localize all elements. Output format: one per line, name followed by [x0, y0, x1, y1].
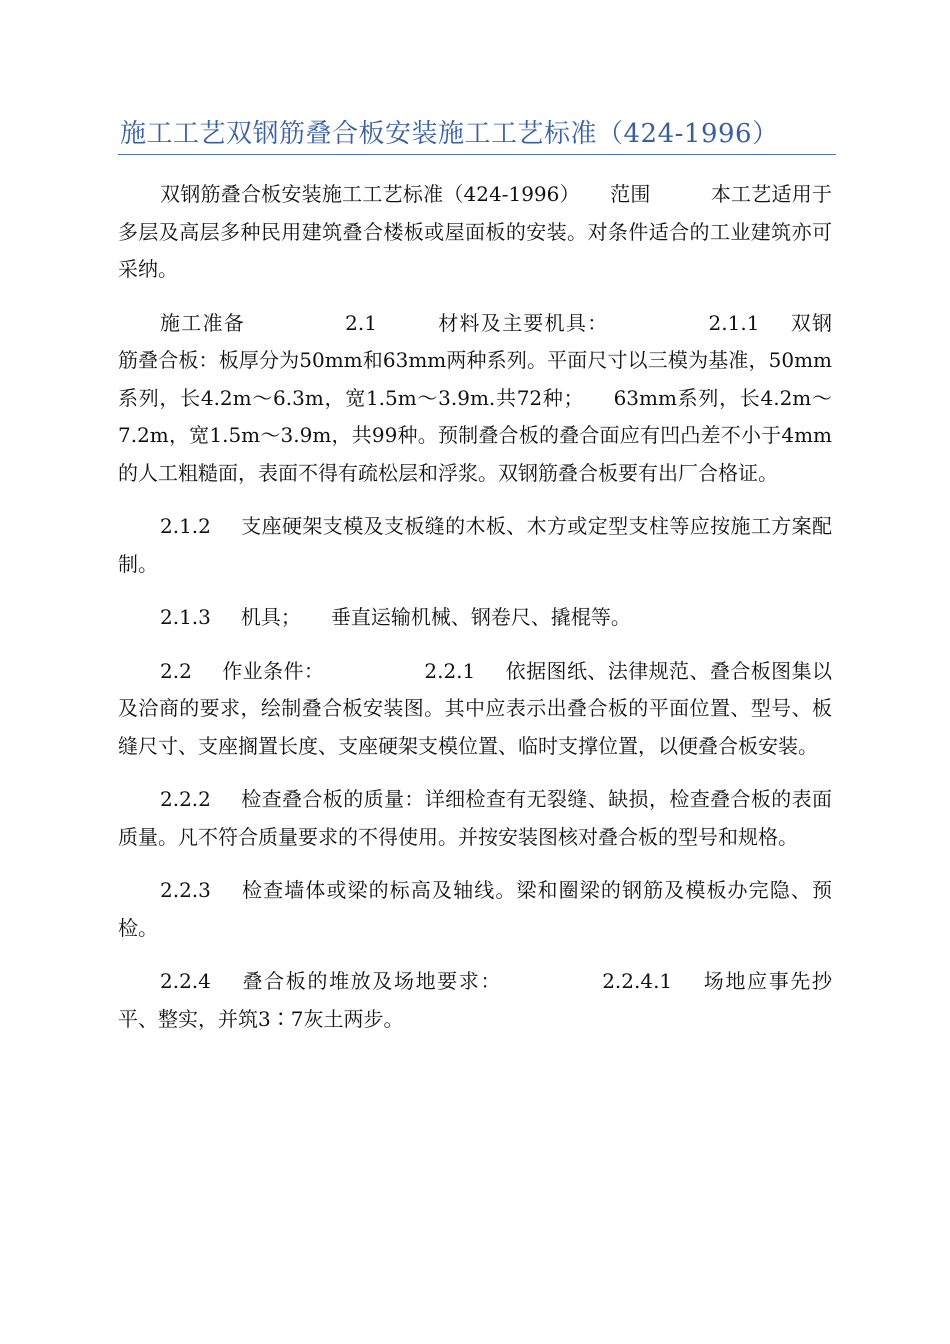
section-heading: 叠合板的堆放及场地要求： — [240, 969, 503, 993]
paragraph-text: 63mm系列，长4.2m～7.2m，宽1.5m～3.9m，共99种。预制叠合板的叠合面应有凹凸差不小于4mm的人工粗糙面，表面不得有疏松层和浮浆。双钢筋叠合板要有出厂合格证。 — [118, 385, 832, 485]
section-number: 2.1 — [345, 310, 377, 335]
paragraph-2-1-3 — [118, 599, 832, 637]
paragraph-2-2 — [118, 653, 832, 766]
paragraph-text: 检查墙体或梁的标高及轴线。梁和圈梁的钢筋及模板办完隐、预检。 — [118, 878, 832, 940]
section-number: 2.2.3 — [160, 878, 211, 902]
section-number: 2.1.2 — [160, 514, 211, 538]
paragraph-2-1-2 — [118, 508, 832, 583]
paragraph-text: 本工艺适用于多层及高层多种民用建筑叠合楼板或屋面板的安装。对条件适合的工业建筑亦可采纳。 — [118, 182, 832, 281]
paragraph-text: 依据图纸、法律规范、叠合板图集以及洽商的要求，绘制叠合板安装图。其中应表示出叠合板的平面位置、型号、板缝尺寸、支座搁置长度、支座硬架支模位置、临时支撑位置，以便叠合板安装。 — [118, 658, 833, 758]
paragraph-text: 垂直运输机械、钢卷尺、撬棍等。 — [330, 605, 631, 629]
section-heading: 作业条件： — [221, 658, 325, 683]
title-underline — [118, 154, 836, 155]
paragraph-scope — [118, 176, 832, 289]
section-number: 2.2 — [160, 658, 192, 683]
paragraph-text: 检查叠合板的质量：详细检查有无裂缝、缺损，检查叠合板的表面质量。凡不符合质量要求的不得使用。并按安装图核对叠合板的型号和规格。 — [118, 787, 832, 849]
section-number: 2.2.1 — [424, 658, 476, 683]
section-heading: 范围 — [609, 182, 651, 206]
section-number: 2.1.3 — [160, 605, 211, 629]
section-number: 2.2.2 — [160, 787, 211, 811]
paragraph-text: 场地应事先抄平、整实，并筑3∶7灰土两步。 — [118, 969, 833, 1031]
section-number: 2.1.1 — [708, 310, 760, 335]
paragraph-preparation — [118, 305, 832, 493]
document-body — [118, 176, 832, 1054]
paragraph-2-2-2 — [118, 781, 832, 856]
paragraph-2-2-3 — [118, 872, 832, 947]
section-heading: 施工准备 — [160, 310, 246, 335]
paragraph-text: 双钢筋叠合板：板厚分为50mm和63mm两种系列。平面尺寸以三模为基准，50mm系列，长4.2m～6.3m，宽1.5m～3.9m.共72种； — [118, 310, 833, 410]
paragraph-2-2-4 — [118, 963, 832, 1038]
paragraph-text: 支座硬架支模及支板缝的木板、木方或定型支柱等应按施工方案配制。 — [118, 514, 832, 576]
section-number: 2.2.4 — [160, 969, 211, 993]
section-heading: 机具； — [240, 605, 301, 629]
section-number: 2.2.4.1 — [602, 969, 673, 993]
document-title: 施工工艺双钢筋叠合板安装施工工艺标准（424-1996） — [120, 119, 779, 149]
section-heading: 材料及主要机具： — [436, 310, 609, 335]
paragraph-text: 双钢筋叠合板安装施工工艺标准（424-1996） — [160, 182, 580, 206]
